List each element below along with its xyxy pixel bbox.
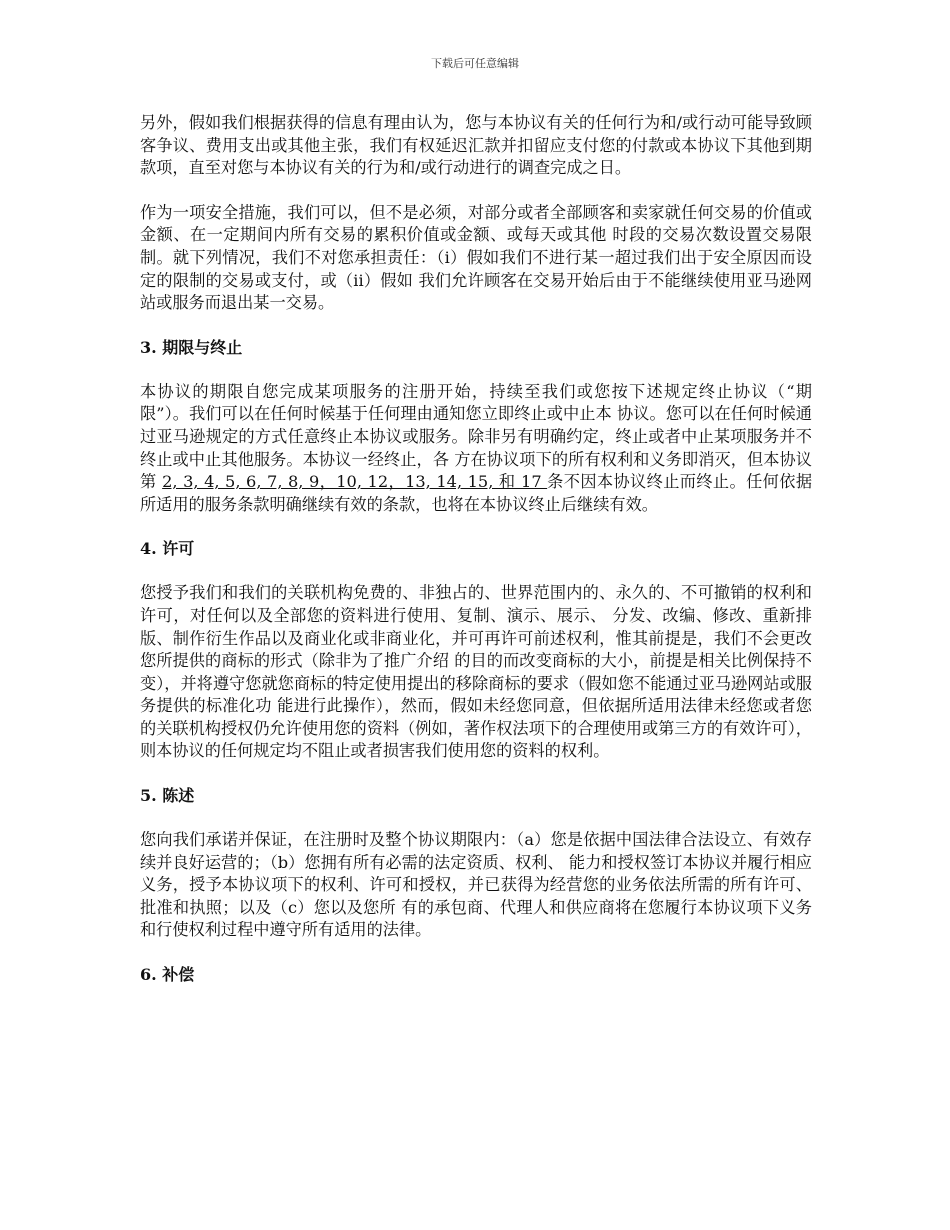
section-3-heading: 3. 期限与终止 [140,337,243,357]
section-3-text-after: 条不因本协议终止而终止。任何依据所适用的服务条款明确继续有效的条款，也将在本协议终止后继续有效。 [140,472,813,514]
section-4-heading: 4. 许可 [140,539,195,559]
document-body [140,112,812,1008]
section-6-heading: 6. 补偿 [140,965,195,985]
section-3-text-before: 本协议的期限自您完成某项服务的注册开始，持续至我们或您按下述规定终止协议（“期限”）。我们可以在任何时候基于任何理由通知您立即终止或中止本 协议。您可以在任何时候通过亚马逊规定的方式任意终止本协议或服务。除非另有明确约定，终止或者中止某项服务并不终止或中止其他服务。本协议一经终止，各 方在协议项下的所有权利和义务即消灭，但本协议第 [140,381,812,492]
section-3-paragraph [140,381,812,517]
header-note: 下载后可任意编辑 [431,57,519,70]
paragraph-withhold-payments: 另外，假如我们根据获得的信息有理由认为，您与本协议有关的任何行为和/或行动可能导致顾客争议、费用支出或其他主张，我们有权延迟汇款并扣留应支付您的付款或本协议下其他到期款项，直至对您与本协议有关的行为和/或行动进行的调查完成之日。 [140,113,812,178]
paragraph-transaction-limits: 作为一项安全措施，我们可以，但不是必须，对部分或者全部顾客和卖家就任何交易的价值或金额、在一定期间内所有交易的累积价值或金额、或每天或其他 时段的交易次数设置交易限制。就下列情况，我们不对您承担责任：（i）假如我们不进行某一超过我们出于安全原因而设定的限制的交易或支付，或（ii）假如 我们允许顾客在交易开始后由于不能继续使用亚马逊网站或服务而退出某一交易。 [140,202,812,313]
section-5-heading: 5. 陈述 [140,786,195,806]
section-4-paragraph: 您授予我们和我们的关联机构免费的、非独占的、世界范围内的、永久的、不可撤销的权利和许可，对任何以及全部您的资料进行使用、复制、演示、展示、 分发、改编、修改、重新排版、制作衍生作品以及商业化或非商业化，并可再许可前述权利，惟其前提是，我们不会更改您所提供的商标的形式（除非为了推广介绍 的目的而改变商标的大小，前提是相关比例保持不变），并将遵守您就您商标的特定使用提出的移除商标的要求（假如您不能通过亚马逊网站或服务提供的标准化功 能进行此操作），然而，假如未经您同意，但依据所适用法律未经您或者您的关联机构授权仍允许使用您的资料（例如，著作权法项下的合理使用或第三方的有效许可），则本协议的任何规定均不阻止或者损害我们使用您的资料的权利。 [140,583,812,761]
section-5-paragraph: 您向我们承诺并保证，在注册时及整个协议期限内：（a）您是依据中国法律合法设立、有效存续并良好运营的；（b）您拥有所有必需的法定资质、权利、 能力和授权签订本协议并履行相应义务，授予本协议项下的权利、许可和授权，并已获得为经营您的业务依法所需的所有许可、批准和执照；以及（c）您以及您所 有的承包商、代理人和供应商将在您履行本协议项下义务和行使权利过程中遵守所有适用的法律。 [140,830,812,940]
section-3-survival-clauses-link[interactable]: 2, 3, 4, 5, 6, 7, 8, 9，10, 12，13, 14, 15, 和 17 [162,472,548,492]
